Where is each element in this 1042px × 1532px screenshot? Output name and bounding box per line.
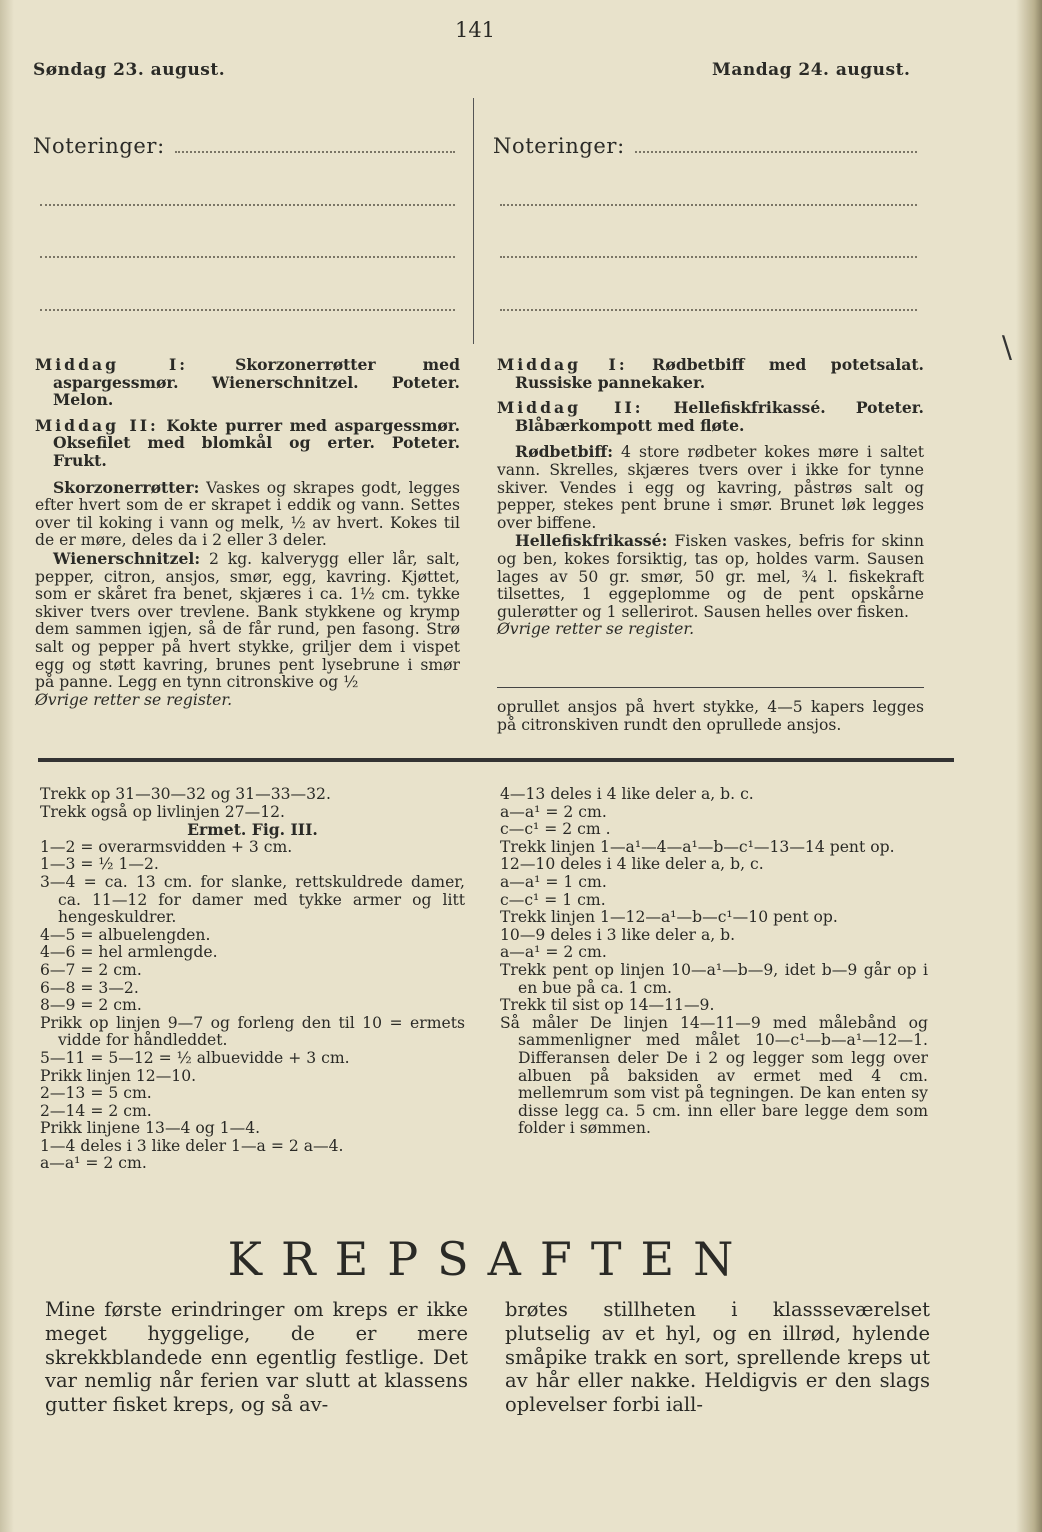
page-number: 141: [454, 18, 496, 42]
left-day-date: Søndag 23. august.: [33, 60, 226, 80]
left-menu-column: [35, 356, 460, 709]
pattern-line: Trekk op 31—30—32 og 31—33—32.: [40, 785, 331, 803]
left-recipe-2: Wienerschnitzel: 2 kg. kalverygg eller lår, salt, pepper, citron, ansjos, smør, egg, kavring. Kjøttet, som er skåret fra benet, skjæres i ca. 1½ cm. tykke skiver tvers over trevlene. Bank stykkene og krymp dem sammen igjen, så de får rund, pen fasong. Strø salt og pepper på hvert stykke, griljer dem i vispet egg og støtt kavring, brunes pent lysebrune i smør på panne. Legg en tynn citronskive og ½: [35, 548, 460, 692]
right-notes-label: Noteringer:: [493, 134, 625, 158]
pattern-line: 1—2 = overarmsvidden + 3 cm.: [40, 837, 293, 856]
article-column-1: Mine første erindringer om kreps er ikke meget hyggelige, de er mere skrekkblandede enn egentlig festlige. Det var nemlig når ferien var slutt at klassens gutter fisket kreps, og så av-: [45, 1298, 468, 1417]
pattern-line: Så måler De linjen 14—11—9 med målebånd og sammenligner med målet 10—c¹—b—a¹—12—1. Differansen deler De i 2 og legger som legg over albuen på baksiden av ermet med 4 cm. mellemrum som vist på tegningen. De kan enten sy disse legg ca. 5 cm. inn eller bare legge dem som folder i sømmen.: [500, 1013, 928, 1138]
page-edge-left: [0, 0, 14, 1532]
pattern-line: 12—10 deles i 4 like deler a, b, c.: [500, 855, 764, 874]
pattern-line: 1—4 deles i 3 like deler 1—a = 2 a—4.: [40, 1136, 344, 1155]
left-menu-1: Middag I: Skorzonerrøtter med aspargessmør. Wienerschnitzel. Poteter. Melon.: [35, 355, 460, 410]
pattern-line: 1—3 = ½ 1—2.: [40, 855, 159, 874]
left-footer: Øvrige retter se register.: [35, 690, 233, 709]
pattern-line: Trekk til sist op 14—11—9.: [500, 996, 715, 1015]
pattern-line: a—a¹ = 2 cm.: [500, 943, 607, 962]
pattern-right-column: [500, 786, 928, 1138]
right-menu-column: [497, 356, 924, 639]
right-notes-line-1[interactable]: [635, 151, 917, 153]
left-notes-line-2[interactable]: [40, 204, 455, 206]
pattern-line: Trekk linjen 1—12—a¹—b—c¹—10 pent op.: [500, 908, 838, 927]
pattern-line: a—a¹ = 2 cm.: [40, 1154, 147, 1173]
right-footer: Øvrige retter se register.: [497, 620, 695, 639]
left-notes-line-4[interactable]: [40, 309, 455, 311]
left-notes-label: Noteringer:: [33, 134, 165, 158]
pattern-line: 2—13 = 5 cm.: [40, 1084, 152, 1103]
recipe-divider: [497, 687, 924, 688]
article-title: KREPSAFTEN: [227, 1232, 753, 1286]
pattern-line: 8—9 = 2 cm.: [40, 996, 142, 1015]
page-edge-right: [1016, 0, 1042, 1532]
pattern-line: 3—4 = ca. 13 cm. for slanke, rettskuldrede damer, ca. 11—12 for damer med tykke armer og litt hengeskuldrer.: [40, 872, 465, 927]
column-divider: [473, 98, 474, 344]
left-recipe-1: Skorzonerrøtter: Vaskes og skrapes godt, legges efter hvert som de er skrapet i eddik og vann. Settes over til koking i vann og melk, ½ av hvert. Kokes til de er møre, deles da i 2 eller 3 deler.: [35, 477, 460, 550]
section-rule: [38, 758, 954, 762]
pattern-line: 6—8 = 3—2.: [40, 978, 139, 997]
left-menu-2: Middag II: Kokte purrer med aspargessmør. Oksefilet med blomkål og erter. Poteter. Frukt.: [35, 415, 461, 470]
right-notes-line-2[interactable]: [500, 204, 917, 206]
pattern-line: c—c¹ = 1 cm.: [500, 890, 606, 909]
article-column-2: brøtes stillheten i klassseværelset plutselig av et hyl, og en illrød, hylende småpike trakk en sort, sprellende kreps ut av hår eller nakke. Heldigvis er den slags oplevelser forbi iall-: [505, 1298, 930, 1417]
left-notes-line-3[interactable]: [40, 256, 455, 258]
pattern-line: 10—9 deles i 3 like deler a, b.: [500, 925, 736, 944]
pattern-left-column: [40, 786, 465, 1173]
right-menu-2: Middag II: Hellefiskfrikassé. Poteter. Blåbærkompott med fløte.: [497, 398, 924, 435]
pattern-line: Trekk linjen 1—a¹—4—a¹—b—c¹—13—14 pent op.: [500, 837, 895, 856]
pattern-line: 4—5 = albuelengden.: [40, 925, 211, 944]
right-menu-1: Middag I: Rødbetbiff med potetsalat. Russiske pannekaker.: [497, 355, 924, 392]
pattern-line: 5—11 = 5—12 = ½ albuevidde + 3 cm.: [40, 1048, 350, 1067]
pattern-line: a—a¹ = 1 cm.: [500, 872, 607, 891]
pattern-line: Trekk pent op linjen 10—a¹—b—9, idet b—9 går op i en bue på ca. 1 cm.: [500, 960, 928, 997]
pattern-line: Prikk op linjen 9—7 og forleng den til 10 = ermets vidde for håndleddet.: [40, 1013, 465, 1050]
pattern-line: a—a¹ = 2 cm.: [500, 802, 607, 821]
pattern-line: 4—6 = hel armlengde.: [40, 943, 218, 962]
pattern-line: 6—7 = 2 cm.: [40, 960, 142, 979]
right-notes-line-4[interactable]: [500, 309, 917, 311]
pattern-line: 4—13 deles i 4 like deler a, b. c.: [500, 785, 754, 803]
pattern-line: c—c¹ = 2 cm .: [500, 820, 611, 839]
right-notes-line-3[interactable]: [500, 256, 917, 258]
left-notes-line-1[interactable]: [175, 151, 455, 153]
right-continued-text: oprullet ansjos på hvert stykke, 4—5 kapers legges på citronskiven rundt den oprullede ansjos.: [497, 698, 924, 734]
pattern-figure-title: Ermet. Fig. III.: [187, 820, 318, 840]
pattern-line: Trekk også op livlinjen 27—12.: [40, 802, 285, 821]
right-day-date: Mandag 24. august.: [712, 60, 911, 80]
pattern-line: 2—14 = 2 cm.: [40, 1101, 152, 1120]
right-recipe-1: Rødbetbiff: 4 store rødbeter kokes møre i saltet vann. Skrelles, skjæres tvers over i ikke for tynne skiver. Vendes i egg og kavring, påstrøs salt og pepper, stekes pent brune i smør. Brunet løk legges over biffene.: [497, 442, 924, 532]
pattern-line: Prikk linjen 12—10.: [40, 1066, 197, 1085]
right-recipe-2: Hellefiskfrikassé: Fisken vaskes, befris for skinn og ben, kokes forsiktig, tas op, holdes varm. Sausen lages av 50 gr. smør, 50 gr. mel, ¾ l. fiskekraft tilsettes, 1 eggeplomme og de pent opskårne gulerøtter og 1 sellerirot. Sausen helles over fisken.: [497, 531, 924, 621]
margin-mark: \: [1001, 330, 1012, 365]
pattern-line: Prikk linjene 13—4 og 1—4.: [40, 1119, 261, 1138]
